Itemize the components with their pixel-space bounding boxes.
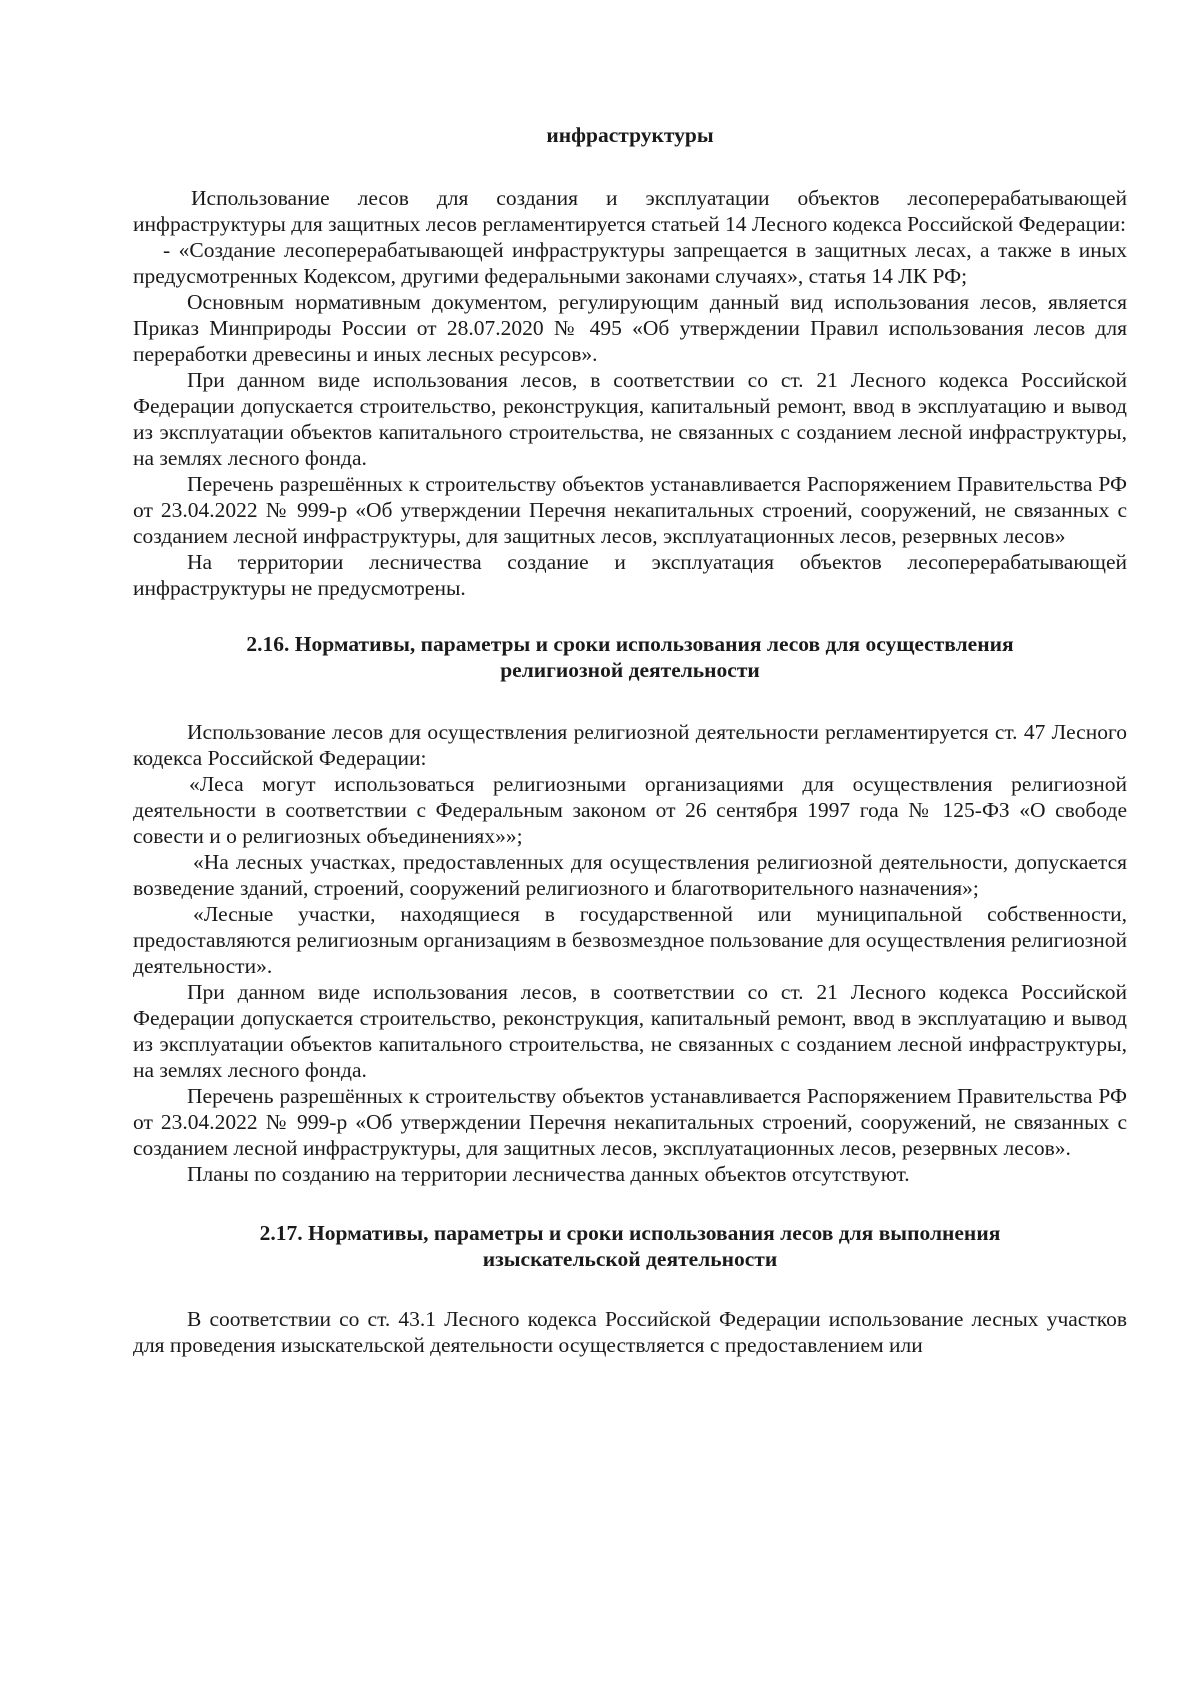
section-heading-line: изыскательской деятельности (482, 1247, 778, 1271)
section-heading-line: 2.17. Нормативы, параметры и сроки использования лесов для выполнения (259, 1221, 1001, 1245)
paragraph: На территории лесничества создание и эксплуатация объектов лесоперерабатывающей инфраструктуры не предусмотрены. (133, 550, 1127, 600)
document-body (133, 122, 1127, 1358)
section-heading-continuation: инфраструктуры (546, 123, 714, 147)
paragraph: Планы по созданию на территории лесничества данных объектов отсутствуют. (187, 1162, 910, 1186)
paragraph: При данном виде использования лесов, в соответствии со ст. 21 Лесного кодекса Российской Федерации допускается строительство, реконструкция, капитальный ремонт, ввод в эксплуатацию и вывод из эксплуатации объектов капитального строительства, не связанных с созданием лесной инфраструктуры, на землях лесного фонда. (133, 980, 1127, 1082)
paragraph: В соответствии со ст. 43.1 Лесного кодекса Российской Федерации использование лесных участков для проведения изыскательской деятельности осуществляется с предоставлением или (133, 1307, 1127, 1357)
section-heading-2-16 (133, 631, 1127, 683)
paragraph: Основным нормативным документом, регулирующим данный вид использования лесов, является Приказ Минприроды России от 28.07.2020 № 495 «Об утверждении Правил использования лесов для переработки древесины и иных лесных ресурсов». (133, 290, 1127, 366)
paragraph: «На лесных участках, предоставленных для осуществления религиозной деятельности, допускается возведение зданий, строений, сооружений религиозного и благотворительного назначения»; (133, 850, 1127, 900)
paragraph: Использование лесов для создания и эксплуатации объектов лесоперерабатывающей инфраструктуры для защитных лесов регламентируется статьей 14 Лесного кодекса Российской Федерации: (133, 186, 1127, 236)
section-heading-line: 2.16. Нормативы, параметры и сроки использования лесов для осуществления (246, 632, 1014, 656)
paragraph: Перечень разрешённых к строительству объектов устанавливается Распоряжением Правительства РФ от 23.04.2022 № 999-р «Об утверждении Перечня некапитальных строений, сооружений, не связанных с созданием лесной инфраструктуры, для защитных лесов, эксплуатационных лесов, резервных лесов» (133, 472, 1127, 548)
paragraph: «Лесные участки, находящиеся в государственной или муниципальной собственности, предоставляются религиозным организациям в безвозмездное пользование для осуществления религиозной деятельности». (133, 902, 1127, 978)
paragraph: «Леса могут использоваться религиозными организациями для осуществления религиозной деятельности в соответствии с Федеральным законом от 26 сентября 1997 года № 125-ФЗ «О свободе совести и о религиозных объединениях»»; (133, 772, 1127, 848)
section-heading-2-17 (133, 1220, 1127, 1272)
paragraph: Использование лесов для осуществления религиозной деятельности регламентируется ст. 47 Лесного кодекса Российской Федерации: (133, 720, 1127, 770)
paragraph: При данном виде использования лесов, в соответствии со ст. 21 Лесного кодекса Российской Федерации допускается строительство, реконструкция, капитальный ремонт, ввод в эксплуатацию и вывод из эксплуатации объектов капитального строительства, не связанных с созданием лесной инфраструктуры, на землях лесного фонда. (133, 368, 1127, 470)
paragraph: Перечень разрешённых к строительству объектов устанавливается Распоряжением Правительства РФ от 23.04.2022 № 999-р «Об утверждении Перечня некапитальных строений, сооружений, не связанных с созданием лесной инфраструктуры, для защитных лесов, эксплуатационных лесов, резервных лесов». (133, 1084, 1127, 1160)
section-heading-line: религиозной деятельности (500, 658, 760, 682)
paragraph: - «Создание лесоперерабатывающей инфраструктуры запрещается в защитных лесах, а также в иных предусмотренных Кодексом, другими федеральными законами случаях», статья 14 ЛК РФ; (133, 238, 1127, 288)
